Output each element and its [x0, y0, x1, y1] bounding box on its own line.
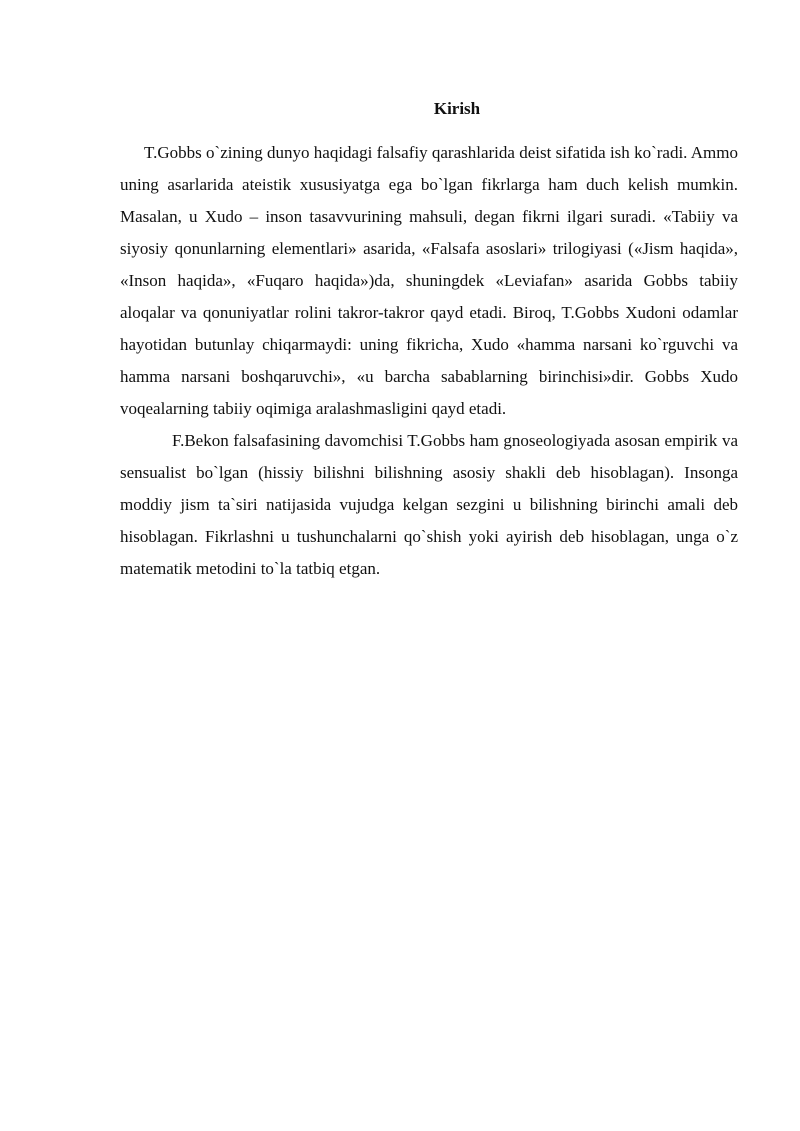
page-title: Kirish	[433, 99, 481, 118]
paragraph-2: F.Bekon falsafasining davomchisi T.Gobbs ham gnoseologiyada asosan empirik va sensualist bo`lgan (hissiy bilishni bilishning asosiy shakli deb hisoblagan). Insonga moddiy jism ta`siri natijasida vujudga kelgan sezgini u bilishning birinchi amali deb hisoblagan. Fikrlashni u tushunchalarni qo`shish yoki ayirish deb hisoblagan, unga o`z matematik metodini to`la tatbiq etgan.	[120, 431, 738, 578]
document-body	[120, 95, 738, 585]
paragraph-1: T.Gobbs o`zining dunyo haqidagi falsafiy qarashlarida deist sifatida ish ko`radi. Ammo uning asarlarida ateistik xususiyatga ega bo`lgan fikrlarga ham duch kelish mumkin. Masalan, u Xudo – inson tasavvurining mahsuli, degan fikrni ilgari suradi. «Tabiiy va siyosiy qonunlarning elementlari» asarida, «Falsafa asoslari» trilogiyasi («Jism haqida», «Inson haqida», «Fuqaro haqida»)da, shuningdek «Leviafan» asarida Gobbs tabiiy aloqalar va qonuniyatlar rolini takror-takror qayd etadi. Biroq, T.Gobbs Xudoni odamlar hayotidan butunlay chiqarmaydi: uning fikricha, Xudo «hamma narsani ko`rguvchi va hamma narsani boshqaruvchi», «u barcha sabablarning birinchisi»dir. Gobbs Xudo voqealarning tabiiy oqimiga aralashmasligini qayd etadi.	[120, 143, 738, 418]
